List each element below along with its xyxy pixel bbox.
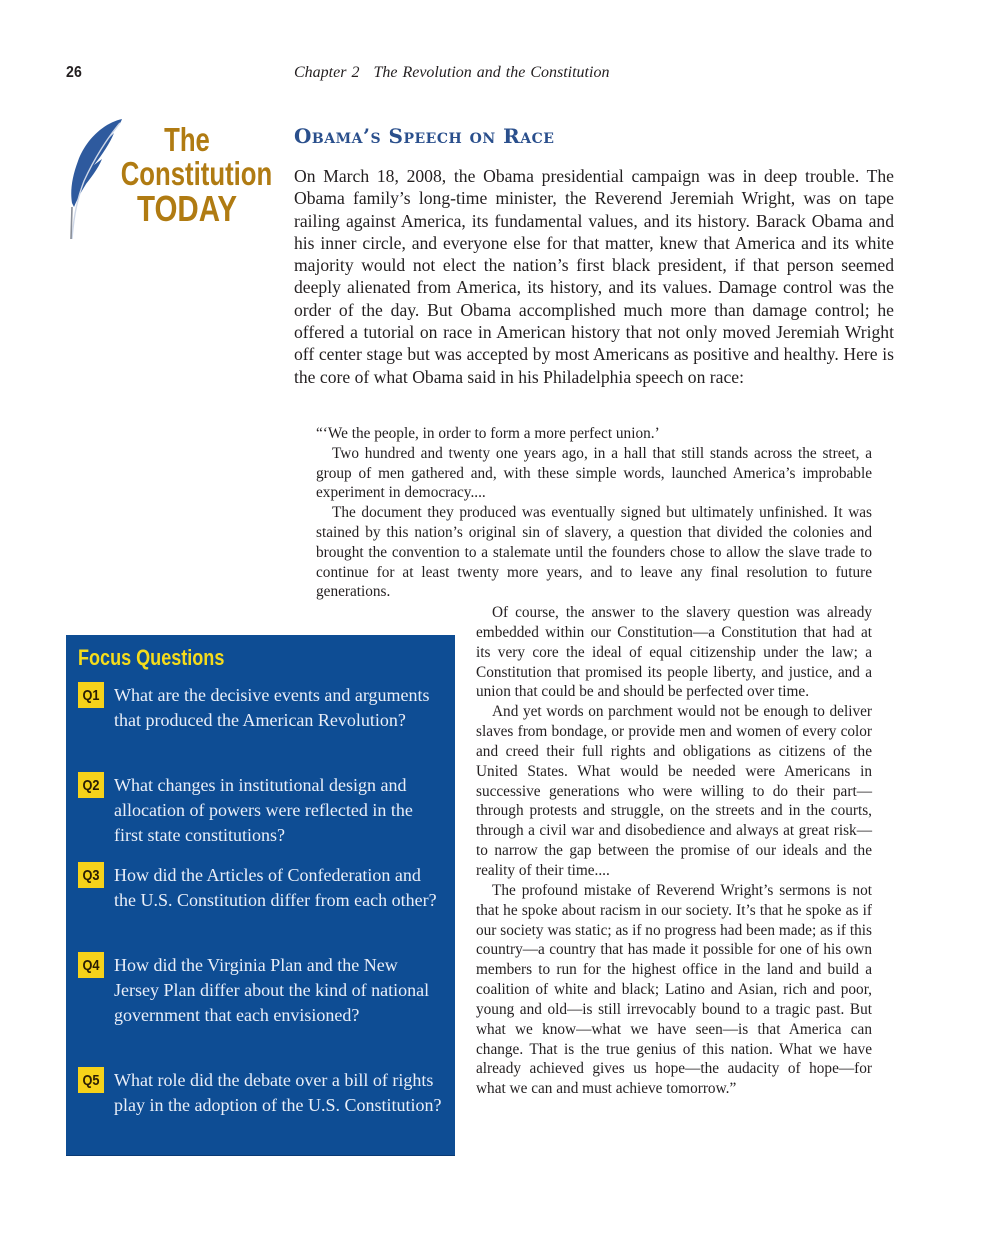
- logo-text: [102, 121, 273, 229]
- question-text: What changes in institutional design and allocation of powers were reflected in the first state constitutions?: [114, 775, 413, 845]
- chapter-label: Chapter 2: [294, 64, 360, 81]
- article-title: Obama’s Speech on Race: [294, 124, 555, 148]
- question-badge: Q5: [78, 1067, 104, 1093]
- quote-paragraph: Two hundred and twenty one years ago, in a hall that still stands across the street, a group of men gathered and, with these simple words, launched America’s improbable experiment in democracy....: [316, 444, 872, 502]
- focus-questions-box: [66, 635, 455, 1155]
- focus-questions-title: Focus Questions: [78, 645, 225, 670]
- quote-paragraph: The document they produced was eventually signed but ultimately unfinished. It was stained by this nation’s original sin of slavery, a question that divided the colonies and brought the convention to a stalemate until the founders chose to allow the slave trade to continue for at least twenty more years, and to leave any final resolution to future generations.: [316, 504, 872, 601]
- question-badge: Q1: [78, 682, 104, 708]
- intro-paragraph: On March 18, 2008, the Obama presidential campaign was in deep trouble. The Obama family’s long-time minister, the Reverend Jeremiah Wright, was on tape railing against America, its fundamental values, and its history. Barack Obama and his inner circle, and everyone else for that matter, knew that America and its white majority would not elect the nation’s first black president, if that person seemed deeply alienated from America, its history, and its values. Damage control was the order of the day. But Obama accomplished much more than damage control; he offered a tutorial on race in American history that not only moved Jeremiah Wright off center stage but was accepted by most Americans as positive and healthy. Here is the core of what Obama said in his Philadelphia speech on race:: [294, 166, 894, 387]
- quote-paragraph: The profound mistake of Reverend Wright’s sermons is not that he spoke about racism in our society. It’s that he spoke as if our society was static; as if no progress had been made; as if this country—a country that has made it possible for one of his own members to run for the highest office in the land and build a coalition of white and black; Latino and Asian, rich and poor, young and old—is still irrevocably bound to a tragic past. But what we know—what we have seen—is that America can change. That is the true genius of this nation. What we have already achieved gives us hope—the audacity of hope—for what we can and must achieve tomorrow.”: [476, 881, 872, 1098]
- speech-quote-upper: [316, 424, 872, 602]
- question-text: What are the decisive events and arguments that produced the American Revolution?: [114, 685, 430, 730]
- quote-paragraph: And yet words on parchment would not be enough to deliver slaves from bondage, or provide men and women of every color and creed their full rights and obligations as citizens of the United States. What would be needed were Americans in successive generations who were willing to do their part—through protests and struggle, on the streets and in the courts, through a civil war and disobedience and always at great risk—to narrow the gap between the promise of our ideals and the reality of their time....: [476, 703, 872, 879]
- quote-paragraph: “‘We the people, in order to form a more perfect union.’: [316, 425, 660, 442]
- question-badge: Q2: [78, 772, 104, 798]
- logo-line-the: The: [164, 121, 210, 158]
- question-badge: Q3: [78, 862, 104, 888]
- question-badge: Q4: [78, 952, 104, 978]
- article-intro: [294, 165, 894, 388]
- constitution-today-logo: [62, 115, 277, 245]
- question-text: What role did the debate over a bill of rights play in the adoption of the U.S. Constitution?: [114, 1070, 442, 1115]
- speech-quote-lower: [476, 603, 872, 1099]
- page-number: 26: [66, 64, 83, 81]
- quote-paragraph: Of course, the answer to the slavery question was already embedded within our Constitution—a Constitution that had at its very core the ideal of equal citizenship under the law; a Constitution that promised its people liberty, and justice, and a union that could be and should be perfected over time.: [476, 604, 872, 701]
- question-text: How did the Articles of Confederation and the U.S. Constitution differ from each other?: [114, 865, 437, 910]
- chapter-title: The Revolution and the Constitution: [373, 64, 610, 81]
- logo-line-today: TODAY: [136, 188, 238, 229]
- question-text: How did the Virginia Plan and the New Jersey Plan differ about the kind of national government that each envisioned?: [114, 955, 430, 1025]
- running-head: [294, 64, 609, 82]
- logo-line-constitution: Constitution: [120, 155, 273, 192]
